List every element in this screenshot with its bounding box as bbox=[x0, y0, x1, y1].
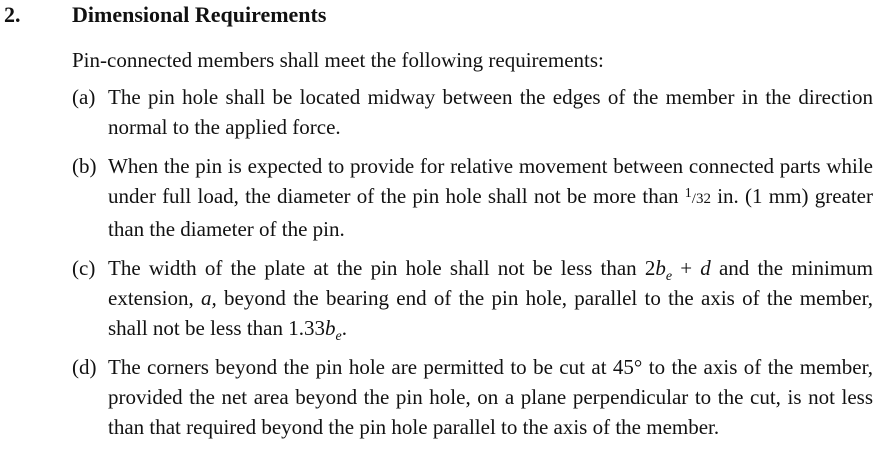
fraction-numerator: 1 bbox=[684, 186, 692, 201]
requirement-item-b bbox=[72, 151, 873, 244]
item-text-part: + bbox=[672, 256, 701, 280]
item-text: The corners beyond the pin hole are permitted to be cut at 45° to the axis of the member, provided the net area beyond the pin hole, on a plane perpendicular to the cut, is not less than that required beyond the pin hole parallel to the axis of the member. bbox=[108, 355, 873, 439]
item-label: (c) bbox=[72, 256, 96, 280]
item-text-part: . bbox=[341, 316, 347, 340]
fraction-separator: / bbox=[691, 191, 696, 207]
item-text-before-fraction: When the pin is expected to provide for relative movement between connected parts while under full load, the diameter of the pin hole shall not be more than bbox=[108, 154, 873, 208]
item-text-after-fraction: in. (1 mm) greater than the diameter of the pin. bbox=[108, 184, 873, 241]
item-text bbox=[108, 151, 873, 244]
intro-paragraph: Pin-connected members shall meet the following requirements: bbox=[72, 48, 604, 72]
subscript-e: e bbox=[335, 329, 342, 345]
variable-d: d bbox=[700, 256, 711, 280]
section-title: Dimensional Requirements bbox=[72, 2, 327, 27]
subscript-e: e bbox=[665, 269, 673, 285]
item-label: (b) bbox=[72, 154, 97, 178]
item-text-part: and the minimum extension, bbox=[108, 256, 873, 310]
requirement-item-a bbox=[72, 82, 873, 142]
fraction-denominator: 32 bbox=[695, 191, 711, 207]
requirements-list bbox=[72, 82, 873, 451]
item-text-part: The width of the plate at the pin hole shall not be less than 2 bbox=[108, 256, 656, 280]
fraction-one-thirty-second bbox=[684, 186, 711, 207]
item-text bbox=[108, 253, 873, 343]
variable-a: a, bbox=[201, 286, 217, 310]
item-label: (a) bbox=[72, 85, 96, 109]
item-text-part: beyond the bearing end of the pin hole, parallel to the axis of the member, shall not be less than 1.33 bbox=[108, 286, 873, 340]
variable-b: b bbox=[655, 256, 666, 280]
item-label: (d) bbox=[72, 355, 97, 379]
item-text: The pin hole shall be located midway between the edges of the member in the direction normal to the applied force. bbox=[108, 85, 873, 139]
section-number: 2. bbox=[4, 2, 21, 27]
requirement-item-d bbox=[72, 352, 873, 442]
requirement-item-c bbox=[72, 253, 873, 343]
variable-b: b bbox=[324, 316, 336, 340]
